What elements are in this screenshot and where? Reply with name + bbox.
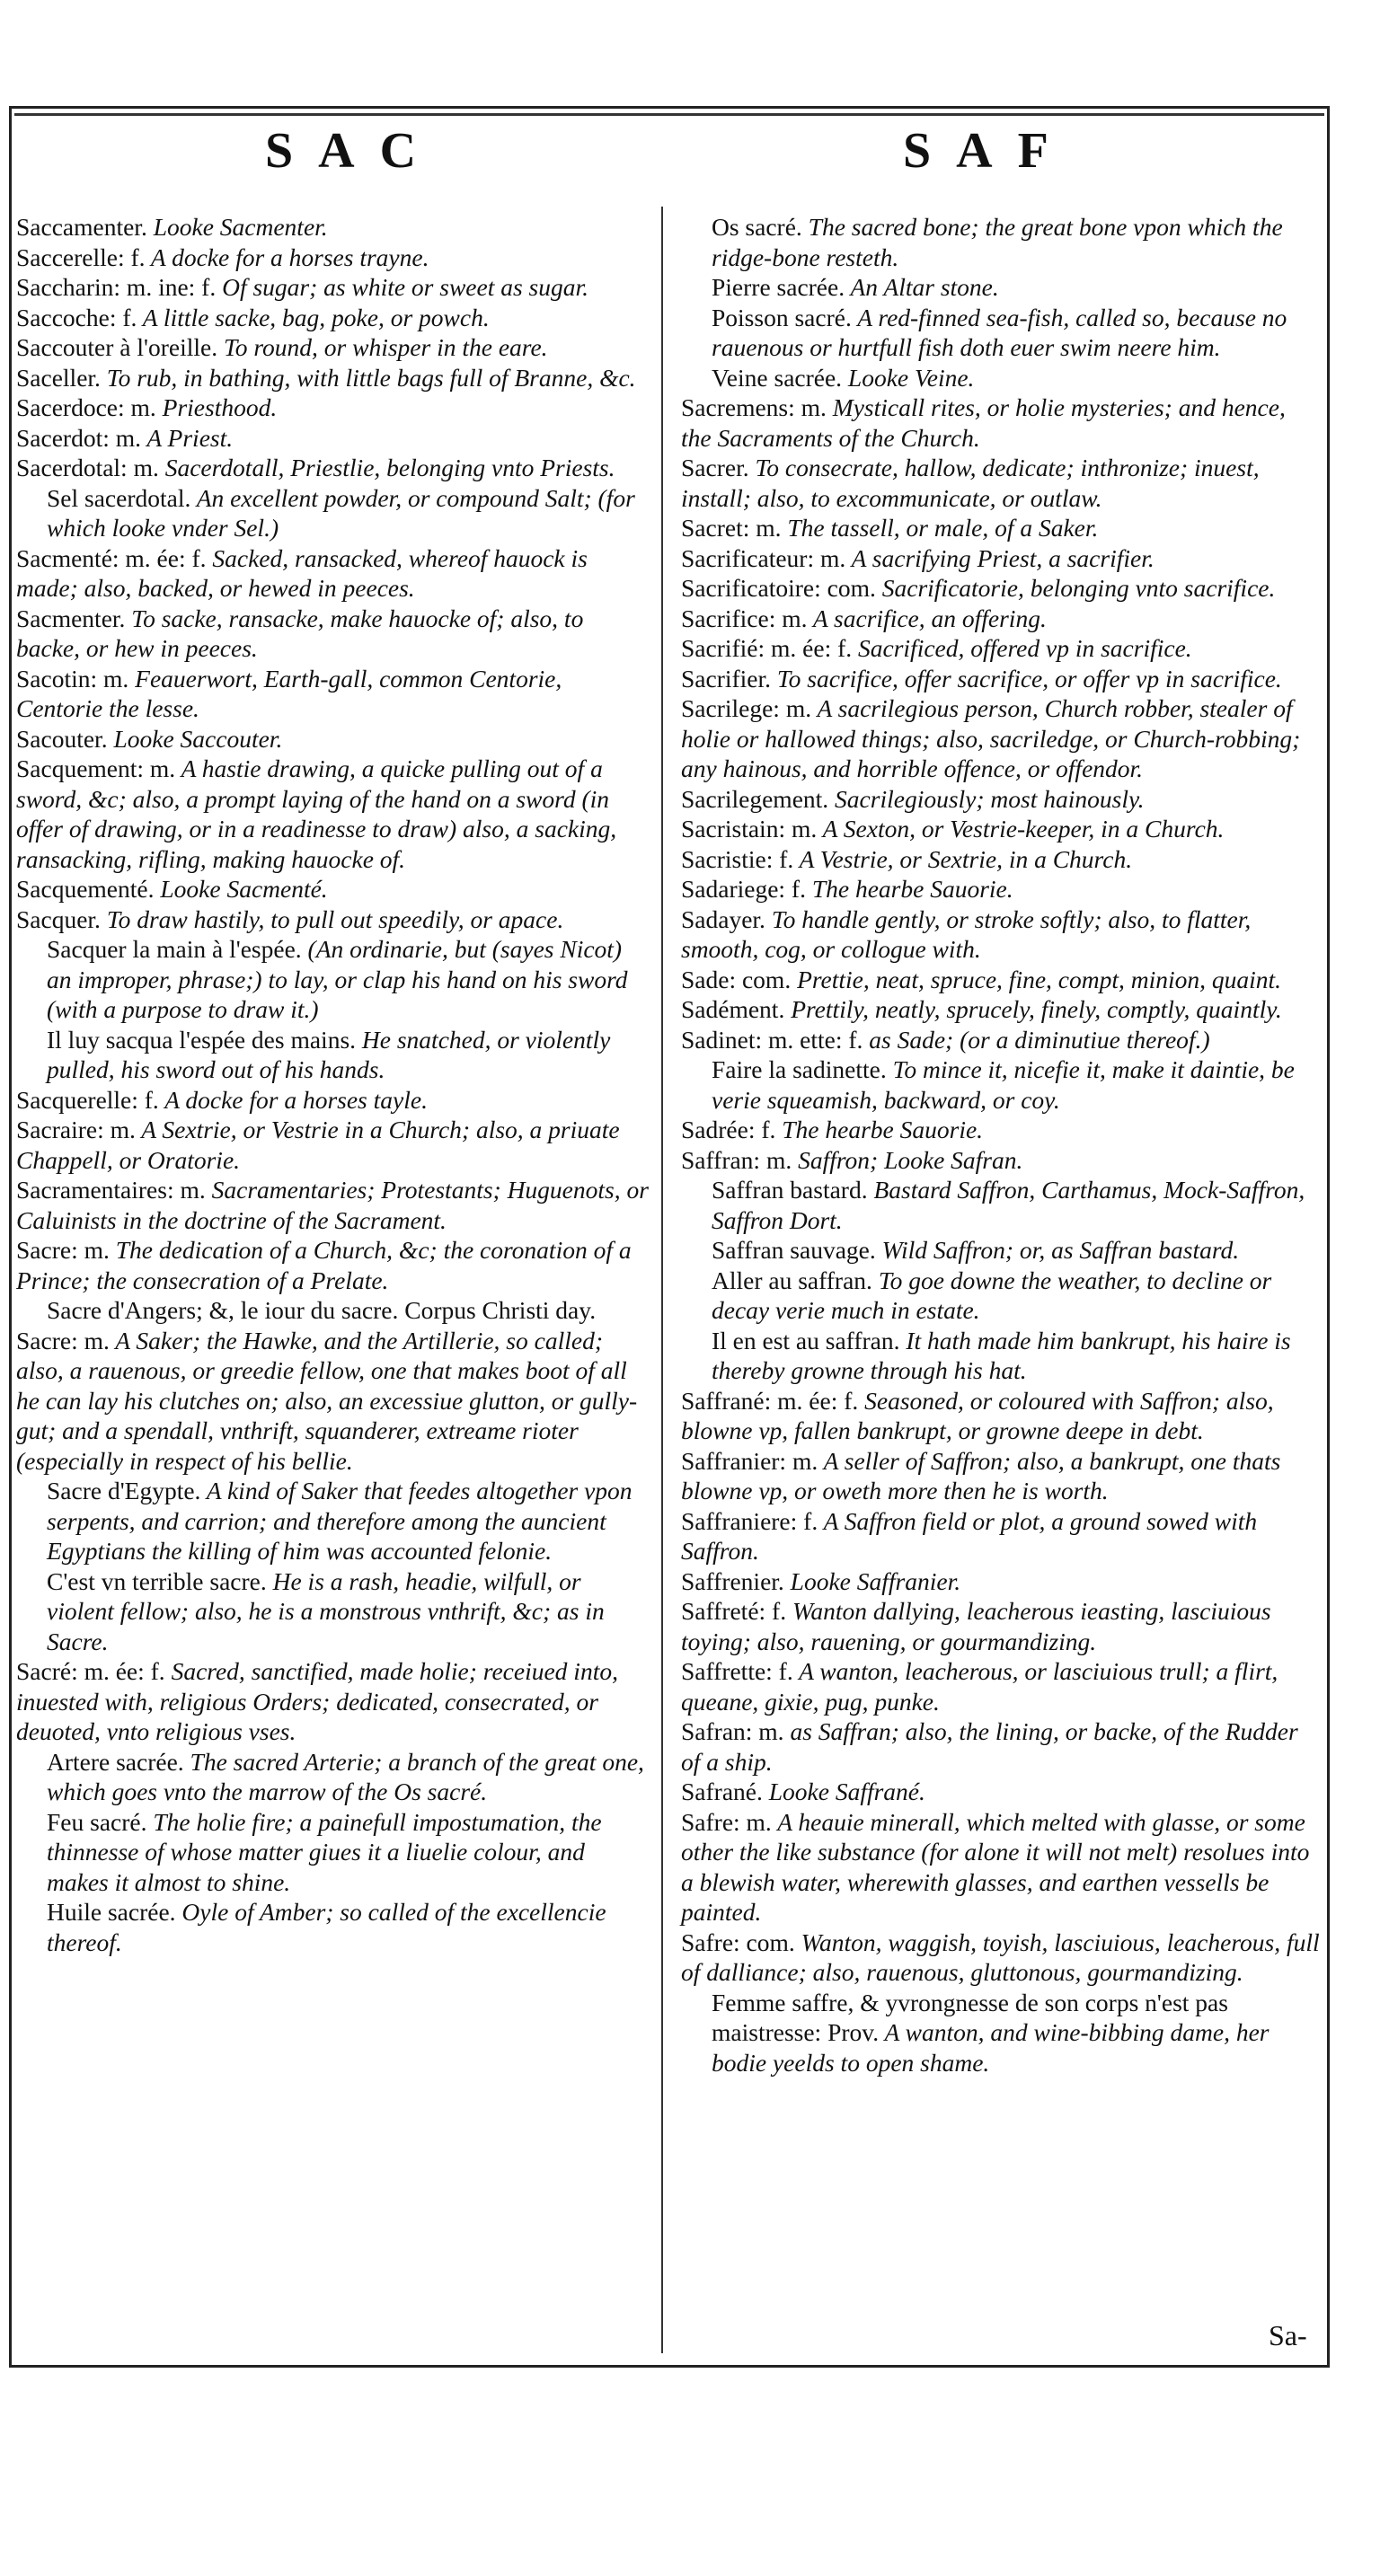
entry-headword: Os sacré. bbox=[712, 213, 802, 241]
entry-headword: Sacré: m. ée: f. bbox=[16, 1657, 165, 1685]
dictionary-entry bbox=[16, 1807, 652, 1898]
entry-definition: Looke Veine. bbox=[842, 363, 975, 392]
dictionary-entry bbox=[681, 965, 1321, 995]
entry-headword: Saffraniere: f. bbox=[681, 1506, 818, 1535]
entry-headword: Faire la sadinette. bbox=[712, 1055, 887, 1083]
dictionary-entry bbox=[681, 1928, 1321, 1988]
entry-definition: The tassell, or male, of a Saker. bbox=[781, 514, 1099, 542]
entry-headword: Sel sacerdotal. bbox=[47, 483, 191, 512]
dictionary-entry bbox=[681, 1326, 1321, 1386]
dictionary-entry bbox=[681, 212, 1321, 272]
entry-definition: It hath made him bankrupt, his haire is thereby growne through his hat. bbox=[712, 1326, 1291, 1384]
entry-definition: A sacrifying Priest, a sacrifier. bbox=[845, 543, 1155, 572]
entry-definition: A Vestrie, or Sextrie, in a Church. bbox=[793, 844, 1133, 873]
entry-headword: Pierre sacrée. bbox=[712, 273, 845, 301]
entry-headword: Aller au saffran. bbox=[712, 1266, 872, 1294]
entry-headword: Sacrifice: m. bbox=[681, 604, 808, 632]
entry-definition: A wanton, and wine-bibbing dame, her bodie yeelds to open shame. bbox=[712, 2018, 1270, 2077]
entry-definition: Oyle of Amber; so called of the excellencie thereof. bbox=[47, 1898, 606, 1956]
dictionary-entry bbox=[16, 1115, 652, 1175]
entry-definition: (An ordinarie, but (sayes Nicot) an improper, phrase;) to lay, or clap his hand on his sword (with a purpose to draw it.) bbox=[47, 935, 628, 1023]
entry-headword: Sacret: m. bbox=[681, 514, 782, 542]
entry-definition: Wanton dallying, leacherous ieasting, lasciuious toying; also, rauening, or gourmandizing. bbox=[681, 1597, 1271, 1655]
entry-headword: Sacre: m. bbox=[16, 1326, 110, 1354]
entry-headword: Sacquementé. bbox=[16, 875, 155, 903]
entry-definition: Of sugar; as white or sweet as sugar. bbox=[216, 273, 589, 301]
dictionary-entry bbox=[681, 1988, 1321, 2078]
dictionary-entry bbox=[16, 272, 652, 303]
dictionary-entry bbox=[681, 303, 1321, 363]
dictionary-entry bbox=[16, 904, 652, 935]
entry-headword: Saccoche: f. bbox=[16, 303, 137, 331]
entry-headword: Saffran: m. bbox=[681, 1145, 792, 1174]
dictionary-entry bbox=[681, 784, 1321, 815]
entry-headword: Sacquer la main à l'espée. bbox=[47, 935, 302, 963]
dictionary-entry bbox=[16, 1656, 652, 1747]
entry-definition: A little sacke, bag, poke, or powch. bbox=[137, 303, 490, 331]
dictionary-entry bbox=[681, 1025, 1321, 1055]
entry-definition: To draw hastily, to pull out speedily, or apace. bbox=[100, 904, 564, 933]
entry-headword: Sadément. bbox=[681, 995, 785, 1023]
entry-headword: Sacerdot: m. bbox=[16, 423, 141, 452]
entry-definition: Looke Saffranier. bbox=[783, 1566, 961, 1595]
entry-definition: Looke Sacmenté. bbox=[154, 875, 328, 903]
entry-definition: To mince it, nicefie it, make it daintie, be verie squeamish, backward, or coy. bbox=[712, 1055, 1295, 1114]
dictionary-entry bbox=[681, 363, 1321, 393]
running-header bbox=[9, 115, 1330, 205]
dictionary-entry bbox=[16, 243, 652, 273]
entry-definition: The sacred Arterie; a branch of the great one, which goes vnto the marrow of the Os sacré. bbox=[47, 1747, 644, 1805]
dictionary-entry bbox=[681, 604, 1321, 634]
dictionary-entry bbox=[681, 1656, 1321, 1716]
entry-definition: A Sextrie, or Vestrie in a Church; also, a priuate Chappell, or Oratorie. bbox=[16, 1116, 620, 1174]
dictionary-entry bbox=[681, 543, 1321, 574]
header-left: SAC bbox=[265, 123, 442, 179]
entry-definition: Looke Saccouter. bbox=[107, 724, 283, 753]
dictionary-entry bbox=[16, 363, 652, 393]
entry-headword: Sacrifié: m. ée: f. bbox=[681, 634, 853, 662]
entry-headword: Sacristain: m. bbox=[681, 815, 818, 842]
entry-headword: Saccerelle: f. bbox=[16, 243, 146, 271]
entry-headword: Sacquement: m. bbox=[16, 754, 176, 782]
entry-headword: Huile sacrée. bbox=[47, 1898, 176, 1926]
dictionary-entry bbox=[16, 874, 652, 904]
entry-headword: Sacerdoce: m. bbox=[16, 393, 156, 421]
entry-definition: Bastard Saffron, Carthamus, Mock-Saffron, Saffron Dort. bbox=[712, 1176, 1305, 1234]
entry-headword: Sacotin: m. bbox=[16, 664, 129, 693]
dictionary-entry bbox=[681, 1566, 1321, 1597]
entry-definition: Prettie, neat, spruce, fine, compt, minion, quaint. bbox=[791, 965, 1282, 993]
entry-headword: Sacre d'Angers; &, le iour du sacre. Corpus Christi day. bbox=[47, 1296, 597, 1324]
entry-definition: Sacred, sanctified, made holie; receiued into, inuested with, religious Orders; dedicated, consecrated, or deuoted, vnto religious vses. bbox=[16, 1657, 618, 1745]
entry-definition: A kind of Saker that feedes altogether vpon serpents, and carrion; and therefore among the auncient Egyptians the killing of him was accounted felonie. bbox=[47, 1477, 633, 1565]
entry-definition: A Priest. bbox=[141, 423, 234, 452]
dictionary-entry bbox=[16, 754, 652, 874]
dictionary-entry bbox=[16, 1175, 652, 1235]
dictionary-entry bbox=[16, 483, 652, 543]
entry-headword: Sacramentaires: m. bbox=[16, 1176, 206, 1204]
dictionary-entry bbox=[681, 693, 1321, 784]
entry-definition: A docke for a horses tayle. bbox=[158, 1085, 428, 1114]
entry-definition: The hearbe Sauorie. bbox=[775, 1116, 984, 1143]
entry-definition: A seller of Saffron; also, a bankrupt, one thats blowne vp, or oweth more then he is worth. bbox=[681, 1446, 1281, 1504]
entry-headword: Saccouter à l'oreille. bbox=[16, 333, 218, 361]
header-right: SAF bbox=[903, 123, 1074, 179]
entry-headword: Poisson sacré. bbox=[712, 303, 852, 331]
entry-definition: An excellent powder, or compound Salt; (for which looke vnder Sel.) bbox=[47, 483, 635, 542]
dictionary-entry bbox=[681, 453, 1321, 513]
dictionary-entry bbox=[16, 1025, 652, 1085]
entry-headword: Sacrer. bbox=[681, 454, 749, 481]
dictionary-entry bbox=[681, 1115, 1321, 1145]
dictionary-entry bbox=[681, 844, 1321, 875]
entry-headword: Sacristie: f. bbox=[681, 844, 794, 873]
entry-definition: He snatched, or violently pulled, his sword out of his hands. bbox=[47, 1025, 611, 1083]
entry-headword: Sacraire: m. bbox=[16, 1116, 136, 1143]
dictionary-entry bbox=[16, 303, 652, 333]
dictionary-entry bbox=[681, 664, 1321, 694]
entry-definition: To sacke, ransacke, make hauocke of; also, to backe, or hew in peeces. bbox=[16, 604, 584, 662]
entry-headword: Saccharin: m. ine: f. bbox=[16, 273, 217, 301]
dictionary-entry bbox=[681, 874, 1321, 904]
entry-definition: Priesthood. bbox=[155, 393, 278, 421]
dictionary-entry bbox=[681, 573, 1321, 604]
dictionary-entry bbox=[16, 934, 652, 1025]
dictionary-entry bbox=[681, 1386, 1321, 1446]
entry-headword: Saffreté: f. bbox=[681, 1597, 787, 1625]
entry-headword: Sade: com. bbox=[681, 965, 792, 993]
dictionary-entry bbox=[681, 633, 1321, 664]
entry-definition: as Saffran; also, the lining, or backe, of the Rudder of a ship. bbox=[681, 1717, 1298, 1776]
dictionary-entry bbox=[16, 1085, 652, 1116]
entry-headword: Safrané. bbox=[681, 1778, 763, 1805]
entry-definition: Sacrificatorie, belonging vnto sacrifice. bbox=[875, 574, 1276, 602]
entry-headword: Il en est au saffran. bbox=[712, 1326, 900, 1354]
entry-definition: To sacrifice, offer sacrifice, or offer vp in sacrifice. bbox=[771, 664, 1282, 693]
entry-headword: Saffran sauvage. bbox=[712, 1236, 876, 1264]
dictionary-entry bbox=[681, 1807, 1321, 1928]
entry-headword: Sacrilegement. bbox=[681, 784, 829, 813]
dictionary-entry bbox=[681, 393, 1321, 453]
right-column bbox=[681, 212, 1321, 2078]
dictionary-entry bbox=[16, 212, 652, 243]
dictionary-entry bbox=[681, 1596, 1321, 1656]
entry-definition: Looke Saffrané. bbox=[762, 1778, 925, 1805]
dictionary-entry bbox=[681, 1235, 1321, 1266]
column-divider bbox=[661, 207, 663, 2353]
entry-headword: Sadrée: f. bbox=[681, 1116, 776, 1143]
entry-definition: A Saker; the Hawke, and the Artillerie, so called; also, a rauenous, or greedie fellow, one that makes boot of all he can lay his clutches on; also, an excessiue glutton, or gully-gut; and a spendall, vnthrift, squanderer, extreame rioter (especially in respect of his bellie. bbox=[16, 1326, 638, 1475]
entry-definition: A wanton, leacherous, or lasciuious trull; a flirt, queane, gixie, pug, punke. bbox=[681, 1657, 1278, 1716]
dictionary-entry bbox=[16, 1476, 652, 1566]
dictionary-entry bbox=[681, 272, 1321, 303]
dictionary-entry bbox=[16, 543, 652, 604]
left-column bbox=[16, 212, 652, 1957]
entry-definition: A hastie drawing, a quicke pulling out of a sword, &c; also, a prompt laying of the hand on a sword (in offer of drawing, or in a readinesse to draw) also, a sacking, ransacking, rifling, making hauocke of. bbox=[16, 754, 617, 873]
dictionary-entry bbox=[16, 453, 652, 483]
entry-definition: as Sade; (or a diminutiue thereof.) bbox=[863, 1025, 1210, 1054]
entry-definition: To rub, in bathing, with little bags full of Branne, &c. bbox=[100, 363, 636, 392]
entry-definition: Feauerwort, Earth-gall, common Centorie, Centorie the lesse. bbox=[16, 664, 562, 722]
dictionary-entry bbox=[681, 1777, 1321, 1807]
dictionary-entry bbox=[16, 1326, 652, 1477]
entry-definition: Wild Saffron; or, as Saffran bastard. bbox=[875, 1236, 1240, 1264]
dictionary-entry bbox=[681, 1506, 1321, 1566]
entry-headword: Sadayer. bbox=[681, 904, 765, 933]
dictionary-entry bbox=[16, 604, 652, 664]
entry-headword: Sacquerelle: f. bbox=[16, 1085, 159, 1114]
dictionary-entry bbox=[681, 994, 1321, 1025]
entry-headword: Artere sacrée. bbox=[47, 1747, 184, 1776]
entry-definition: The hearbe Sauorie. bbox=[805, 875, 1013, 903]
entry-headword: Veine sacrée. bbox=[712, 363, 843, 392]
entry-headword: Saffranier: m. bbox=[681, 1446, 818, 1475]
entry-definition: Seasoned, or coloured with Saffron; also, blowne vp, fallen bankrupt, or growne deepe in debt. bbox=[681, 1386, 1274, 1444]
dictionary-entry bbox=[16, 393, 652, 423]
entry-definition: He is a rash, headie, wilfull, or violent fellow; also, he is a monstrous vnthrift, &c; as in Sacre. bbox=[47, 1566, 605, 1655]
entry-definition: To handle gently, or stroke softly; also, to flatter, smooth, cog, or collogue with. bbox=[681, 904, 1252, 963]
entry-definition: Sacramentaries; Protestants; Huguenots, or Caluinists in the doctrine of the Sacrament. bbox=[16, 1176, 649, 1234]
dictionary-entry bbox=[16, 1566, 652, 1657]
dictionary-entry bbox=[16, 1897, 652, 1957]
entry-headword: Saceller. bbox=[16, 363, 101, 392]
entry-definition: Prettily, neatly, sprucely, finely, comptly, quaintly. bbox=[784, 995, 1282, 1023]
dictionary-entry bbox=[16, 1747, 652, 1807]
dictionary-entry bbox=[16, 332, 652, 363]
entry-definition: A docke for a horses trayne. bbox=[145, 243, 429, 271]
entry-definition: The dedication of a Church, &c; the coronation of a Prince; the consecration of a Prelate. bbox=[16, 1236, 632, 1294]
entry-headword: Sacmenté: m. ée: f. bbox=[16, 543, 207, 572]
entry-headword: Il luy sacqua l'espée des mains. bbox=[47, 1025, 357, 1054]
entry-headword: Saffrenier. bbox=[681, 1566, 784, 1595]
dictionary-entry bbox=[16, 1295, 652, 1326]
dictionary-entry bbox=[681, 1266, 1321, 1326]
entry-definition: Sacrilegiously; most hainously. bbox=[828, 784, 1145, 813]
entry-headword: Sacrilege: m. bbox=[681, 694, 812, 722]
dictionary-entry bbox=[16, 423, 652, 454]
entry-definition: A sacrifice, an offering. bbox=[807, 604, 1047, 632]
dictionary-entry bbox=[681, 904, 1321, 965]
entry-headword: Saccamenter. bbox=[16, 213, 147, 241]
entry-headword: C'est vn terrible sacre. bbox=[47, 1566, 267, 1595]
dictionary-entry bbox=[681, 814, 1321, 844]
entry-definition: A Saffron field or plot, a ground sowed with Saffron. bbox=[681, 1506, 1258, 1565]
entry-definition: A sacrilegious person, Church robber, stealer of holie or hallowed things; also, sacriledge, or Church-robbing; any hainous, and horrible offence, or offendor. bbox=[681, 694, 1301, 782]
dictionary-entry bbox=[16, 724, 652, 754]
entry-definition: A red-finned sea-fish, called so, because no rauenous or hurtfull fish doth euer swim neere him. bbox=[712, 303, 1287, 361]
catchword: Sa- bbox=[1269, 2319, 1307, 2351]
entry-headword: Safre: m. bbox=[681, 1807, 772, 1836]
entry-headword: Sacre d'Egypte. bbox=[47, 1477, 201, 1504]
dictionary-entry bbox=[681, 1175, 1321, 1235]
entry-headword: Saffrette: f. bbox=[681, 1657, 793, 1685]
entry-definition: A Sexton, or Vestrie-keeper, in a Church. bbox=[817, 815, 1225, 842]
entry-definition: Sacrificed, offered vp in sacrifice. bbox=[852, 634, 1192, 662]
entry-definition: Saffron; Looke Safran. bbox=[792, 1145, 1023, 1174]
entry-headword: Sacmenter. bbox=[16, 604, 126, 632]
entry-headword: Sacrificatoire: com. bbox=[681, 574, 876, 602]
entry-headword: Feu sacré. bbox=[47, 1807, 147, 1836]
entry-headword: Safre: com. bbox=[681, 1928, 795, 1956]
entry-definition: Looke Sacmenter. bbox=[146, 213, 328, 241]
entry-definition: Wanton, waggish, toyish, lasciuious, leacherous, full of dalliance; also, rauenous, gluttonous, gourmandizing. bbox=[681, 1928, 1320, 1986]
entry-definition: The sacred bone; the great bone vpon which the ridge-bone resteth. bbox=[712, 213, 1283, 271]
entry-definition: A heauie minerall, which melted with glasse, or some other the like substance (for alone it will not melt) resolues into a blewish water, wherewith glasses, and earthen vessells be painted. bbox=[681, 1807, 1310, 1926]
entry-headword: Femme saffre, & yvrongnesse de son corps n'est pas maistresse: Prov. bbox=[712, 1988, 1228, 2046]
entry-headword: Sacrificateur: m. bbox=[681, 543, 846, 572]
entry-definition: To goe downe the weather, to decline or decay verie much in estate. bbox=[712, 1266, 1272, 1324]
entry-headword: Sacremens: m. bbox=[681, 393, 827, 421]
dictionary-entry bbox=[16, 1235, 652, 1295]
entry-definition: The holie fire; a painefull impostumation, the thinnesse of whose matter giues it a liuelie colour, and makes it almost to shine. bbox=[47, 1807, 602, 1896]
entry-headword: Saffran bastard. bbox=[712, 1176, 868, 1204]
entry-headword: Safran: m. bbox=[681, 1717, 784, 1745]
dictionary-entry bbox=[681, 1054, 1321, 1115]
entry-definition: To consecrate, hallow, dedicate; inthronize; inuest, install; also, to excommunicate, or outlaw. bbox=[681, 454, 1260, 512]
entry-headword: Sacerdotal: m. bbox=[16, 454, 159, 481]
entry-headword: Sacouter. bbox=[16, 724, 108, 753]
entry-headword: Saffrané: m. ée: f. bbox=[681, 1386, 859, 1415]
entry-headword: Sacrifier. bbox=[681, 664, 772, 693]
dictionary-entry bbox=[681, 1446, 1321, 1506]
entry-definition: Sacked, ransacked, whereof hauock is made; also, backed, or hewed in peeces. bbox=[16, 543, 588, 602]
entry-definition: Sacerdotall, Priestlie, belonging vnto Priests. bbox=[158, 454, 615, 481]
entry-definition: To round, or whisper in the eare. bbox=[217, 333, 548, 361]
dictionary-entry bbox=[681, 1716, 1321, 1777]
dictionary-entry bbox=[16, 664, 652, 724]
entry-headword: Sadariege: f. bbox=[681, 875, 806, 903]
dictionary-entry bbox=[681, 513, 1321, 543]
entry-definition: An Altar stone. bbox=[845, 273, 999, 301]
entry-definition: Mysticall rites, or holie mysteries; and hence, the Sacraments of the Church. bbox=[681, 393, 1286, 452]
dictionary-entry bbox=[681, 1145, 1321, 1176]
entry-headword: Sacre: m. bbox=[16, 1236, 110, 1264]
entry-headword: Sacquer. bbox=[16, 904, 101, 933]
entry-headword: Sadinet: m. ette: f. bbox=[681, 1025, 863, 1054]
